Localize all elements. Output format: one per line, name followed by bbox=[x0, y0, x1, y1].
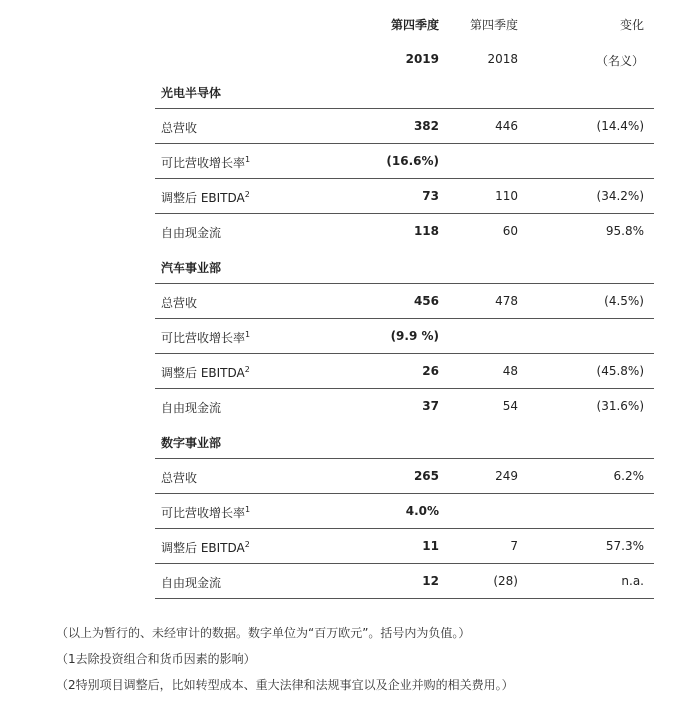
value-prior: 446 bbox=[495, 119, 518, 133]
value-prior: 7 bbox=[510, 539, 518, 553]
footnote-marker: 2 bbox=[244, 190, 250, 199]
value-current: 73 bbox=[422, 189, 439, 203]
row-label-text: 调整后 EBITDA bbox=[161, 191, 245, 205]
section-header-row bbox=[155, 249, 654, 284]
row-label bbox=[161, 574, 221, 591]
value-prior: 60 bbox=[502, 224, 518, 238]
section-header-row bbox=[155, 424, 654, 459]
value-prior: 110 bbox=[495, 189, 518, 203]
footnote: （1去除投资组合和货币因素的影响） bbox=[56, 652, 256, 666]
table-row bbox=[155, 179, 654, 214]
row-label bbox=[161, 539, 250, 556]
row-label-text: 调整后 EBITDA bbox=[161, 366, 245, 380]
header-prior-quarter: 第四季度 bbox=[469, 18, 518, 32]
value-change: 95.8% bbox=[605, 224, 644, 238]
section-header-row bbox=[155, 74, 654, 109]
value-change: 57.3% bbox=[605, 539, 644, 553]
footnote: （以上为暂行的、未经审计的数据。数字单位为“百万欧元”。括号内为负值。） bbox=[56, 626, 471, 640]
value-current: 26 bbox=[422, 364, 439, 378]
row-label-text: 可比营收增长率 bbox=[161, 156, 246, 170]
table-row bbox=[155, 564, 654, 599]
row-label bbox=[161, 399, 221, 416]
section-title: 光电半导体 bbox=[161, 86, 222, 100]
table-row bbox=[155, 319, 654, 354]
footnote-marker: 1 bbox=[245, 505, 251, 514]
footnote-marker: 2 bbox=[244, 365, 250, 374]
header-row-years bbox=[155, 40, 654, 76]
row-label bbox=[161, 119, 197, 136]
value-current: (9.9 %) bbox=[390, 329, 439, 343]
header-change-note: （名义） bbox=[595, 54, 644, 68]
row-label bbox=[161, 224, 221, 241]
table-row bbox=[155, 214, 654, 249]
header-year-prior: 2018 bbox=[487, 52, 518, 66]
row-label-text: 总营收 bbox=[161, 471, 198, 485]
value-current: 265 bbox=[413, 469, 439, 483]
table-row bbox=[155, 494, 654, 529]
footnote: （2特别项目调整后，比如转型成本、重大法律和法规事宜以及企业并购的相关费用。） bbox=[56, 678, 514, 692]
value-change: (14.4%) bbox=[596, 119, 644, 133]
value-prior: (28) bbox=[493, 574, 518, 588]
row-label-text: 自由现金流 bbox=[161, 401, 222, 415]
row-label bbox=[161, 154, 250, 171]
value-current: 37 bbox=[422, 399, 439, 413]
value-current: (16.6%) bbox=[386, 154, 439, 168]
header-change: 变化 bbox=[619, 18, 644, 32]
row-label-text: 可比营收增长率 bbox=[161, 506, 246, 520]
row-label bbox=[161, 364, 250, 381]
row-label-text: 自由现金流 bbox=[161, 576, 222, 590]
table-row bbox=[155, 529, 654, 564]
value-current: 456 bbox=[413, 294, 439, 308]
value-change: (31.6%) bbox=[596, 399, 644, 413]
table-row bbox=[155, 459, 654, 494]
value-current: 118 bbox=[413, 224, 439, 238]
row-label bbox=[161, 329, 250, 346]
value-prior: 48 bbox=[502, 364, 518, 378]
value-current: 12 bbox=[422, 574, 439, 588]
table-row bbox=[155, 389, 654, 424]
value-change: (45.8%) bbox=[596, 364, 644, 378]
row-label bbox=[161, 469, 197, 486]
value-current: 382 bbox=[413, 119, 439, 133]
row-label-text: 可比营收增长率 bbox=[161, 331, 246, 345]
value-current: 11 bbox=[422, 539, 439, 553]
footnotes bbox=[56, 620, 514, 698]
row-label-text: 调整后 EBITDA bbox=[161, 541, 245, 555]
value-change: (4.5%) bbox=[604, 294, 644, 308]
table-row bbox=[155, 354, 654, 389]
header-row-titles bbox=[155, 4, 654, 40]
table-row bbox=[155, 284, 654, 319]
section-title: 数字事业部 bbox=[161, 436, 222, 450]
value-current: 4.0% bbox=[405, 504, 439, 518]
value-change: 6.2% bbox=[613, 469, 644, 483]
row-label-text: 总营收 bbox=[161, 296, 198, 310]
footnote-marker: 1 bbox=[245, 330, 251, 339]
value-prior: 54 bbox=[502, 399, 518, 413]
footnote-marker: 1 bbox=[245, 155, 251, 164]
value-prior: 249 bbox=[495, 469, 518, 483]
row-label bbox=[161, 504, 250, 521]
value-change: (34.2%) bbox=[596, 189, 644, 203]
value-change: n.a. bbox=[621, 574, 644, 588]
section-title: 汽车事业部 bbox=[161, 261, 222, 275]
footnote-marker: 2 bbox=[244, 540, 250, 549]
row-label bbox=[161, 294, 197, 311]
header-year-current: 2019 bbox=[405, 52, 439, 66]
header-current-quarter: 第四季度 bbox=[390, 18, 439, 32]
row-label-text: 总营收 bbox=[161, 121, 198, 135]
table-row bbox=[155, 144, 654, 179]
value-prior: 478 bbox=[495, 294, 518, 308]
table-row bbox=[155, 109, 654, 144]
row-label-text: 自由现金流 bbox=[161, 226, 222, 240]
row-label bbox=[161, 189, 250, 206]
